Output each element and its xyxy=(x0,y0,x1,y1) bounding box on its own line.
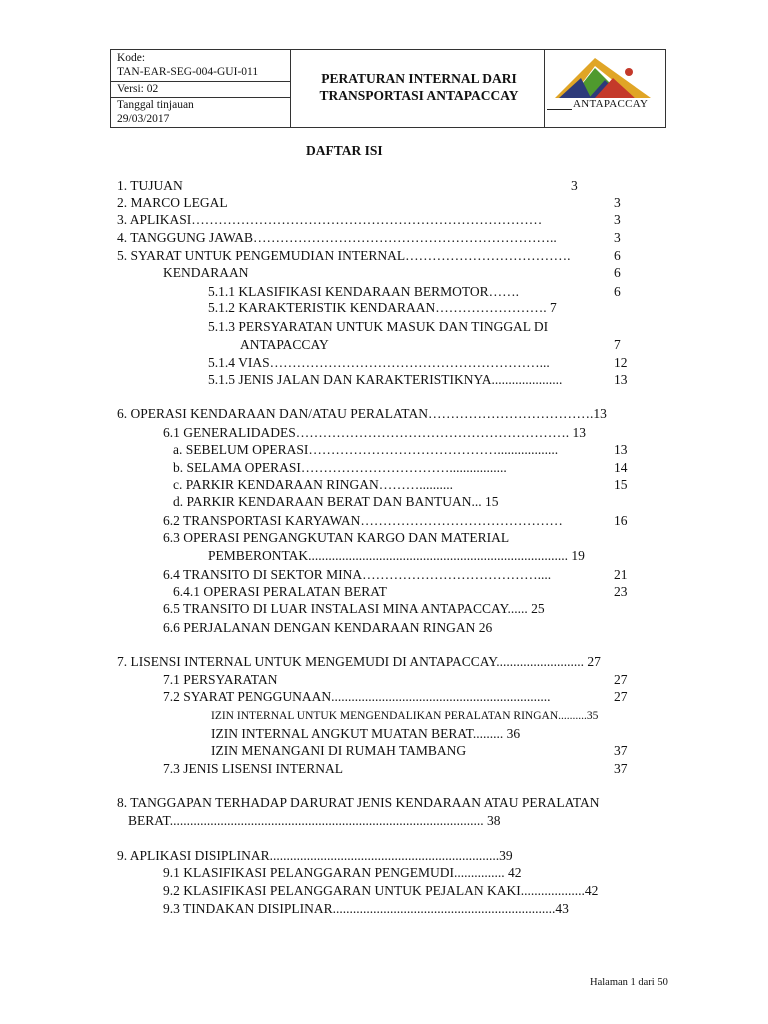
toc-page-number: 12 xyxy=(614,355,628,370)
toc-entry: 9.1 KLASIFIKASI PELANGGARAN PENGEMUDI............... 42 xyxy=(163,865,522,880)
toc-entry: 6.1 GENERALIDADES……………………………………………………. 13 xyxy=(163,425,586,440)
toc-page-number: 13 xyxy=(614,442,628,457)
toc-entry: d. PARKIR KENDARAAN BERAT DAN BANTUAN... 15 xyxy=(173,494,499,509)
daftar-isi-heading: DAFTAR ISI xyxy=(306,143,383,158)
toc-page-number: 27 xyxy=(614,689,628,704)
toc-entry: 6.4 TRANSITO DI SEKTOR MINA………………………………….... xyxy=(163,567,552,582)
toc-entry: 6.2 TRANSPORTASI KARYAWAN……………………………………… xyxy=(163,513,563,528)
antapaccay-logo-icon xyxy=(551,54,661,100)
toc-entry: IZIN INTERNAL UNTUK MENGENDALIKAN PERALATAN RINGAN..........35 xyxy=(211,710,599,722)
toc-entry: c. PARKIR KENDARAAN RINGAN……….......... xyxy=(173,477,454,492)
toc-entry: IZIN INTERNAL ANGKUT MUATAN BERAT......... 36 xyxy=(211,726,521,741)
toc-entry: b. SELAMA OPERASI……………………………................. xyxy=(173,460,507,475)
toc-entry: 9.2 KLASIFIKASI PELANGGARAN UNTUK PEJALAN KAKI...................42 xyxy=(163,883,599,898)
versi-text: Versi: 02 xyxy=(117,83,159,95)
toc-entry: 2. MARCO LEGAL xyxy=(117,195,228,210)
document-title-cell xyxy=(297,70,541,104)
logo-text: ANTAPACCAY xyxy=(573,98,649,110)
logo-underline xyxy=(547,109,572,110)
toc-page-number: 7 xyxy=(614,337,621,352)
toc-page-number: 21 xyxy=(614,567,628,582)
toc-entry: 7.3 JENIS LISENSI INTERNAL xyxy=(163,761,343,776)
toc-entry: 5.1.4 VIAS……………………………………………………... xyxy=(208,355,550,370)
toc-entry: PEMBERONTAK............................................................................. 19 xyxy=(208,548,585,563)
toc-page-number: 6 xyxy=(614,248,621,263)
toc-entry: 6.3 OPERASI PENGANGKUTAN KARGO DAN MATERIAL xyxy=(163,530,510,545)
toc-entry: 8. TANGGAPAN TERHADAP DARURAT JENIS KENDARAAN ATAU PERALATAN xyxy=(117,795,600,810)
toc-entry: a. SEBELUM OPERASI…………………………………….................. xyxy=(173,442,559,457)
toc-page-number: 37 xyxy=(614,761,628,776)
title-line-1: PERATURAN INTERNAL DARI xyxy=(321,71,517,86)
document-header-table xyxy=(110,49,666,128)
toc-page-number: 27 xyxy=(614,672,628,687)
row-divider xyxy=(111,81,290,82)
toc-entry: IZIN MENANGANI DI RUMAH TAMBANG xyxy=(211,743,467,758)
toc-entry: 6.4.1 OPERASI PERALATAN BERAT xyxy=(173,584,387,599)
toc-entry: 6.5 TRANSITO DI LUAR INSTALASI MINA ANTAPACCAY...... 25 xyxy=(163,601,545,616)
toc-entry: 4. TANGGUNG JAWAB………………………………………………………….. xyxy=(117,230,557,245)
toc-page-number: 6 xyxy=(614,284,621,299)
toc-entry: 5.1.3 PERSYARATAN UNTUK MASUK DAN TINGGAL DI xyxy=(208,319,549,334)
toc-page-number: 15 xyxy=(614,477,628,492)
toc-page-number: 37 xyxy=(614,743,628,758)
toc-entry: ANTAPACCAY xyxy=(240,337,329,352)
toc-entry: 9.3 TINDAKAN DISIPLINAR..................................................................43 xyxy=(163,901,569,916)
toc-entry: 7.2 SYARAT PENGGUNAAN................................................................. xyxy=(163,689,551,704)
toc-page-number: 6 xyxy=(614,265,621,280)
toc-entry: 7. LISENSI INTERNAL UNTUK MENGEMUDI DI ANTAPACCAY.......................... 27 xyxy=(117,654,601,669)
page-footer: Halaman 1 dari 50 xyxy=(590,977,668,988)
toc-entry: 5.1.1 KLASIFIKASI KENDARAAN BERMOTOR……. xyxy=(208,284,520,299)
toc-page-number: 16 xyxy=(614,513,628,528)
toc-entry: 3. APLIKASI…………………………………………………………………… xyxy=(117,212,543,227)
toc-entry: KENDARAAN xyxy=(163,265,249,280)
title-line-2: TRANSPORTASI ANTAPACCAY xyxy=(319,88,519,103)
toc-entry: 6. OPERASI KENDARAAN DAN/ATAU PERALATAN……………………………….13 xyxy=(117,406,607,421)
toc-page-number: 3 xyxy=(614,212,621,227)
kode-value: TAN-EAR-SEG-004-GUI-011 xyxy=(117,66,259,78)
toc-entry: 6.6 PERJALANAN DENGAN KENDARAAN RINGAN 26 xyxy=(163,620,493,635)
tanggal-label: Tanggal tinjauan xyxy=(117,99,194,111)
row-divider xyxy=(111,97,290,98)
toc-entry: 1. TUJUAN xyxy=(117,178,183,193)
toc-entry: 5. SYARAT UNTUK PENGEMUDIAN INTERNAL………………………………. xyxy=(117,248,571,263)
toc-page-number: 14 xyxy=(614,460,628,475)
toc-entry: 7.1 PERSYARATAN xyxy=(163,672,278,687)
toc-page-number: 13 xyxy=(614,372,628,387)
toc-entry: 9. APLIKASI DISIPLINAR....................................................................39 xyxy=(117,848,513,863)
kode-label: Kode: xyxy=(117,52,146,64)
toc-entry: 5.1.5 JENIS JALAN DAN KARAKTERISTIKNYA..................... xyxy=(208,372,563,387)
toc-page-number: 3 xyxy=(571,178,578,193)
toc-entry: 5.1.2 KARAKTERISTIK KENDARAAN……………………. 7 xyxy=(208,300,557,315)
toc-page-number: 23 xyxy=(614,584,628,599)
toc-page-number: 3 xyxy=(614,230,621,245)
toc-page-number: 3 xyxy=(614,195,621,210)
tanggal-value: 29/03/2017 xyxy=(117,113,170,125)
document-info-cell xyxy=(111,50,291,127)
toc-entry: BERAT............................................................................................. 38 xyxy=(128,813,501,828)
